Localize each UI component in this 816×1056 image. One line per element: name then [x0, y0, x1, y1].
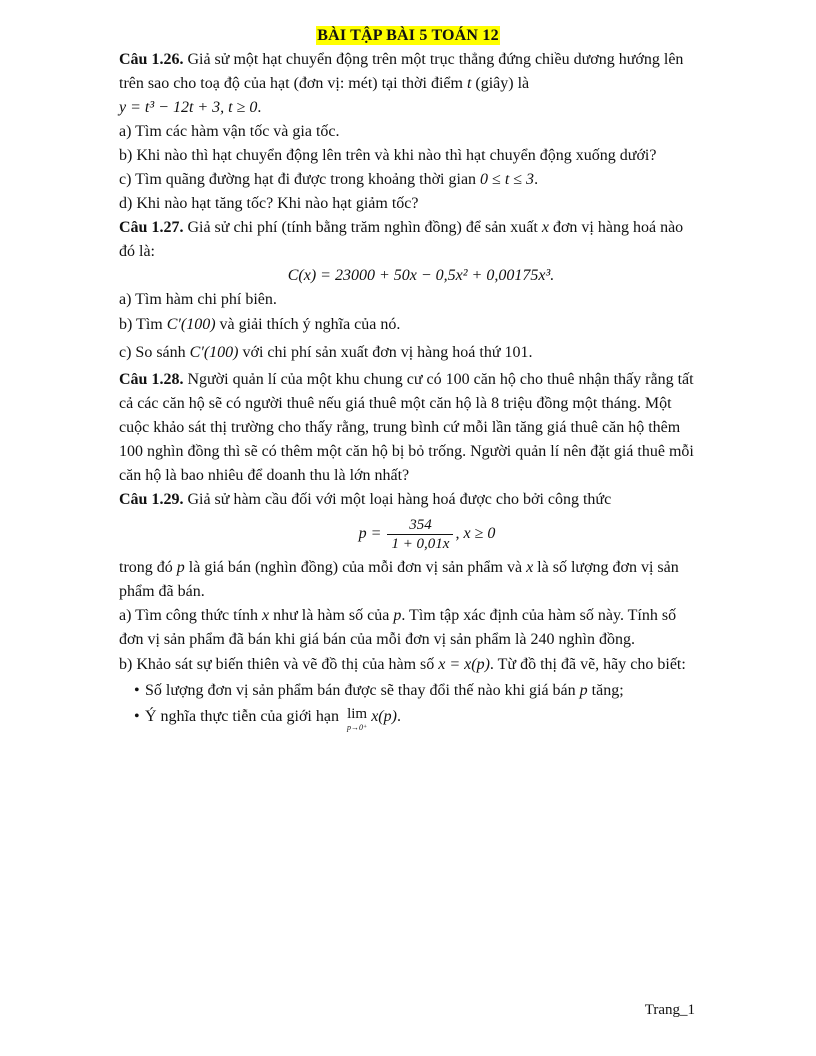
q126-intro — [119, 48, 701, 96]
q129-desc-3: là số lượng đơn vị sản phẩm đã bán. — [119, 559, 679, 600]
q129-desc-1: trong đó — [119, 559, 177, 576]
q126-c-math: 0 ≤ t ≤ 3 — [480, 171, 535, 188]
page-title: BÀI TẬP BÀI 5 TOÁN 12 — [317, 27, 499, 44]
q129-bullet1-text2: tăng; — [587, 682, 624, 699]
q129-x-var: x — [526, 559, 534, 576]
q127-formula-line — [119, 264, 701, 288]
page-number: Trang_1 — [644, 1002, 695, 1018]
q126-formula: y = t³ − 12t + 3, t ≥ 0 — [119, 99, 258, 116]
q127-c — [119, 338, 701, 368]
q129-a-1: a) Tìm công thức tính — [119, 607, 263, 624]
q129-bullet2-text2: . — [396, 708, 401, 725]
q128-label: Câu 1.28. — [119, 371, 184, 388]
q129-desc-2: là giá bán (nghìn đồng) của mỗi đơn vị sản phẩm và — [184, 559, 527, 576]
q126-c-text: c) Tìm quãng đường hạt đi được trong khoảng thời gian — [119, 171, 481, 188]
q127-b-post: và giải thích ý nghĩa của nó. — [215, 316, 401, 333]
q129-bullet-2 — [145, 704, 701, 732]
q126-text2: (giây) là — [471, 75, 530, 92]
q129-b-1: b) Khảo sát sự biến thiên và vẽ đồ thị của hàm số — [119, 656, 439, 673]
q129-label: Câu 1.29. — [119, 491, 184, 508]
q129-b-2: . Từ đồ thị đã vẽ, hãy cho biết: — [489, 656, 686, 673]
document-body — [119, 48, 701, 732]
q129-a-x: x — [262, 607, 270, 624]
q129-bullet1-text1: Số lượng đơn vị sản phẩm bán được sẽ thay đổi thế nào khi giá bán — [145, 682, 580, 699]
q127-text2: đơn vị hàng hoá nào đó là: — [119, 219, 684, 260]
q126-formula-line: y = t³ − 12t + 3, t ≥ 0. — [119, 99, 262, 116]
q129-formula-lhs: p = — [358, 525, 382, 542]
limit-function: x(p) — [371, 708, 397, 725]
q129-p-var: p — [176, 559, 185, 576]
q127-intro — [119, 216, 701, 264]
q126-t-var: t — [466, 75, 472, 92]
q127-b-pre: b) Tìm — [119, 316, 167, 333]
q129-fraction-denominator: 1 + 0,01x — [387, 534, 453, 553]
q126-c: c) Tìm quãng đường hạt đi được trong khoảng thời gian 0 ≤ t ≤ 3. — [119, 171, 539, 188]
q127-b — [119, 312, 701, 338]
q129-b-math: x = x(p) — [438, 656, 490, 673]
q129-a-3: . Tìm tập xác định của hàm số này. Tính số đơn vị sản phẩm đã bán khi giá bán của mỗi đơn vị sản phẩm là 240 nghìn đồng. — [119, 607, 677, 648]
q127-label: Câu 1.27. — [119, 219, 184, 236]
q129-fraction — [387, 516, 453, 553]
title-container — [0, 26, 816, 45]
q129-bullet-1 — [145, 678, 701, 704]
q126-a: a) Tìm các hàm vận tốc và gia tốc. — [119, 123, 340, 140]
q128-paragraph — [119, 368, 701, 488]
q126-text1: Giả sử một hạt chuyển động trên một trục thẳng đứng chiều dương hướng lên trên sao cho toạ độ của hạt (đơn vị: mét) tại thời điểm — [119, 51, 684, 92]
q127-c-pre: c) So sánh — [119, 344, 190, 361]
q129-a-p: p — [393, 607, 402, 624]
q129-bullet1-p: p — [579, 682, 588, 699]
q126-label: Câu 1.26. — [119, 51, 184, 68]
q129-a — [119, 604, 701, 652]
q126-b: b) Khi nào thì hạt chuyển động lên trên và khi nào thì hạt chuyển động xuống dưới? — [119, 147, 657, 164]
q128-text: Người quản lí của một khu chung cư có 100 căn hộ cho thuê nhận thấy rằng tất cả các căn hộ sẽ có người thuê nếu giá thuê một căn hộ là 8 triệu đồng một tháng. Một cuộc khảo sát thị trường cho thấy rằng, trung bình cứ mỗi lần tăng giá thuê căn hộ thêm 100 nghìn đồng thì sẽ có thêm một căn hộ bị bỏ trống. Người quản lí nên đặt giá thuê mỗi căn hộ là bao nhiêu để doanh thu là lớn nhất? — [119, 371, 694, 484]
q129-text1: Giả sử hàm cầu đối với một loại hàng hoá được cho bởi công thức — [183, 491, 612, 508]
limit-word: lim — [347, 706, 368, 722]
limit-subscript: p→0⁺ — [346, 723, 368, 732]
q127-x-var: x — [541, 219, 549, 236]
q127-text1: Giả sử chi phí (tính bằng trăm nghìn đồng) để sản xuất — [183, 219, 542, 236]
q129-a-2: như là hàm số của — [269, 607, 394, 624]
q127-c-post: với chi phí sản xuất đơn vị hàng hoá thứ 101. — [238, 344, 533, 361]
q129-formula-rhs: , x ≥ 0 — [455, 525, 496, 542]
q127-a: a) Tìm hàm chi phí biên. — [119, 291, 277, 308]
q129-intro — [119, 488, 701, 512]
q127-b-math: C′(100) — [166, 316, 216, 333]
q129-bullet2-text1: Ý nghĩa thực tiễn của giới hạn — [145, 708, 343, 725]
q129-fraction-numerator: 354 — [409, 516, 432, 533]
q126-d: d) Khi nào hạt tăng tốc? Khi nào hạt giảm tốc? — [119, 195, 419, 212]
q127-c-math: C′(100) — [189, 344, 239, 361]
q129-formula-line — [119, 512, 701, 556]
q127-formula: C(x) = 23000 + 50x − 0,5x² + 0,00175x³. — [287, 267, 555, 284]
q129-bullet-list — [119, 678, 701, 732]
q129-description — [119, 556, 701, 604]
q129-b — [119, 652, 701, 678]
limit-expression — [347, 704, 367, 732]
